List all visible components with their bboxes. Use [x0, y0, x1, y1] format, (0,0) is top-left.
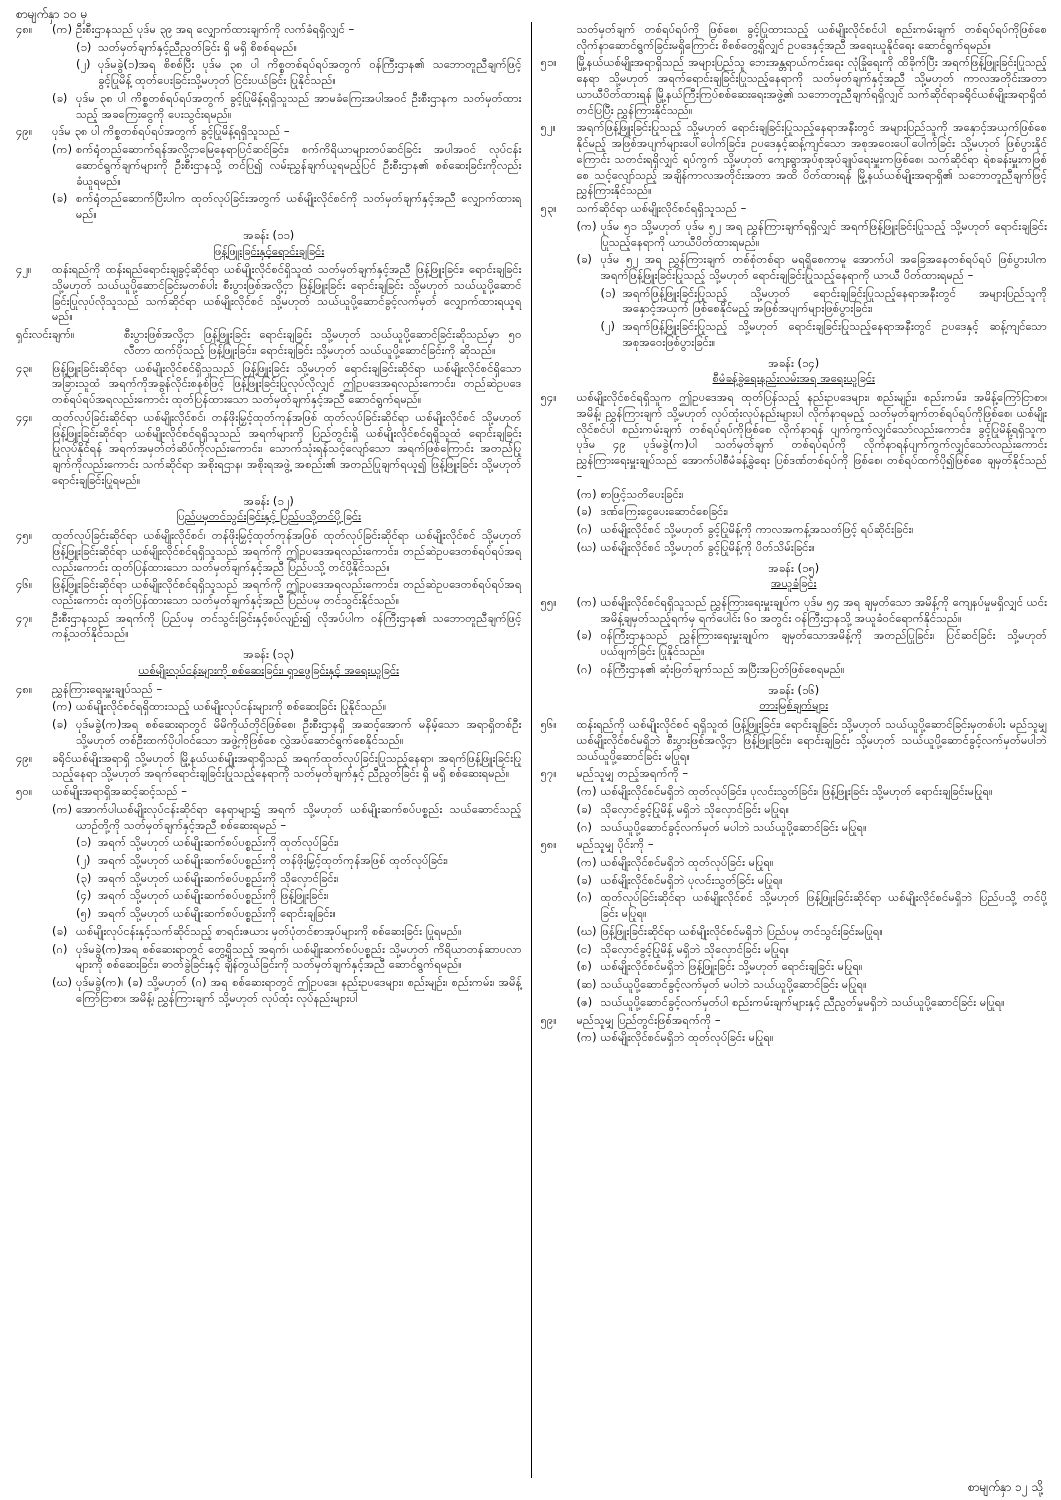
- clause-item: [16, 975, 522, 1006]
- section-text: မည်သူမျှ ပြည်တွင်းဖြစ်အရက်ကို –: [576, 1012, 721, 1027]
- clause-text: ဝန်ကြီးဌာနသည် ညွှန်ကြားရေးမှူးချုပ်က ချမှတ်သောအမိန့်ကို အတည်ပြုခြင်း၊ ပြင်ဆင်ခြင်း သို့မဟုတ် ပယ်ဖျက်ခြင်း ပြုနိုင်သည်။: [600, 628, 1047, 659]
- left-column: [16, 22, 532, 1478]
- clause-item: [541, 219, 1048, 250]
- section-paragraph: [541, 717, 1048, 764]
- sub-clause-label: (၁): [76, 835, 92, 850]
- section-paragraph: [16, 528, 522, 575]
- section-text: မြို့နယ်ယစ်မျိုးအရာရှိသည် အများပြည်သူ ဘေးအန္တရာယ်ကင်းရေး လုံခြုံရေးကို ထိခိုက်ပြီး အရက်ဖြန့်ဖြူးခြင်းပြုသည့်နေရာ သို့မဟုတ် အရက်ရောင်းချခြင်းပြုသည့်နေရာကို သတ်မှတ်ချက်နှင့်အညီ သို့မဟုတ် ကာလအတိုင်းအတာ ယာယီပိတ်ထားရန် မြို့နယ်ကြီးကြပ်စစ်ဆေးရေးအဖွဲ့၏ သဘောတူညီချက်ရရှိလျှင် သက်ဆိုင်ရာခရိုင်ယစ်မျိုးအရာရှိထံ တင်ပြပြီး ညွှန်ကြားနိုင်သည်။: [576, 55, 1047, 117]
- clause-label: (င): [576, 941, 592, 956]
- section-number: ၄၈။: [16, 681, 33, 696]
- section-number: ၅၃။: [540, 201, 557, 216]
- clause-item: [541, 855, 1048, 871]
- section-paragraph: [541, 595, 1048, 626]
- sub-clause-item: [16, 57, 522, 88]
- section-paragraph: [16, 784, 522, 800]
- chapter-number: အခန်း (၁၃): [243, 647, 295, 662]
- sub-clause-text: ပုဒ်မခွဲ(၁)အရ စိစစ်ပြီး ပုဒ်မ ၃၈ ပါ ကိစ္စတစ်ရပ်ရပ်အတွက် ဝန်ကြီးဌာန၏ သဘောတူညီချက်ဖြင့် ခွင့်ပြုမိန့် ထုတ်ပေးခြင်းသို့မဟုတ် ငြင်းပယ်ခြင်း ပြုနိုင်သည်။: [98, 57, 522, 88]
- clause-label: (က): [52, 142, 73, 157]
- sub-clause-text: သတ်မှတ်ချက်နှင့်ညီညွတ်ခြင်း ရှိ မရှိ စိစစ်ရမည်။: [98, 39, 298, 54]
- continued-text: [541, 22, 1048, 53]
- clause-label: (ခ): [576, 252, 592, 267]
- clause-text: အောက်ပါယစ်မျိုးလုပ်ငန်းဆိုင်ရာ နေရာများ၌ အရက် သို့မဟုတ် ယစ်မျိုးဆက်စပ်ပစ္စည်း သယ်ဆောင်သည့် ယာဉ်တို့ကို သတ်မှတ်ချက်နှင့်အညီ စစ်ဆေးရမည် –: [76, 801, 522, 832]
- sub-clause-text: အရက်ဖြန့်ဖြူးခြင်းပြုသည့် သို့မဟုတ် ရောင်းချခြင်းပြုသည့်နေရာအနီးတွင် ဥပဒေနှင့် ဆန့်ကျင်သော အစုအဝေးဖြစ်ပွားခြင်း။: [622, 319, 1047, 349]
- clause-text: ယစ်မျိုးလိုင်စင် သို့မဟုတ် ခွင့်ပြုမိန့်ကို ပိတ်သိမ်းခြင်း။: [600, 539, 815, 554]
- clause-text: ဒဏ်ကြေးငွေပေးဆောင်စေခြင်း၊: [600, 504, 729, 519]
- clause-item: [541, 662, 1048, 678]
- clause-item: [541, 820, 1048, 836]
- clause-item: [541, 628, 1048, 659]
- clause-text: ယစ်မျိုးလုပ်ငန်းနှင့်သက်ဆိုင်သည့် စာရင်းဇယား မှတ်ပုံတင်စာအုပ်များကို စစ်ဆေးခြင်း ပြုရမည်။: [76, 923, 462, 938]
- chapter-heading: [541, 561, 1048, 592]
- chapter-heading: [16, 647, 522, 678]
- section-text: သက်ဆိုင်ရာ ယစ်မျိုးလိုင်စင်ရရှိသူသည် –: [576, 201, 747, 216]
- clause-label: (ခ): [52, 923, 68, 938]
- chapter-number: အခန်း (၁၂): [243, 493, 294, 508]
- section-number: ၅၁။: [540, 55, 557, 70]
- clause-item: [541, 784, 1048, 800]
- sub-clause-item: [541, 286, 1048, 317]
- section-number: ၄၄။: [16, 409, 33, 424]
- section-number: ၄၃။: [16, 360, 33, 375]
- clause-item: [16, 717, 522, 748]
- section-text: ဦးစီးဌာနသည် ပုဒ်မ ၃၉ အရ လျှောက်ထားချက်ကို လက်ခံရရှိလျှင် –: [76, 22, 355, 36]
- explanation-paragraph: [16, 327, 522, 358]
- clause-text: ပုဒ်မခွဲ(က)အရ စစ်ဆေးရာတွင် မိမိကိုယ်တိုင်ဖြစ်စေ၊ ဦးစီးဌာနရှိ အဆင့်အောက် မနိမ့်သော အရာရှိတစ်ဦး သို့မဟုတ် တစ်ဦးထက်ပိုပါဝင်သော အဖွဲ့ကိုဖြစ်စေ လွှဲအပ်ဆောင်ရွက်စေနိုင်သည်။: [76, 717, 522, 747]
- clause-label: (ဂ): [576, 890, 592, 905]
- sub-clause-label: (၁): [76, 39, 92, 54]
- section-paragraph: [541, 201, 1048, 217]
- clause-label: (ခ): [576, 628, 592, 643]
- section-number: ၅၄။: [540, 390, 557, 405]
- section-paragraph: [16, 262, 522, 325]
- clause-item: [16, 699, 522, 715]
- clause-text: သယ်ယူပို့ဆောင်ခွင့်လက်မှတ် မပါဘဲ သယ်ယူပို့ဆောင်ခြင်း မပြုရ။: [600, 819, 867, 834]
- clause-item: [16, 142, 522, 189]
- sub-clause-item: [16, 835, 522, 851]
- clause-text: ပုဒ်မခွဲ(က)အရ စစ်ဆေးရာတွင် တွေ့ရှိသည့် အရက်၊ ယစ်မျိုးဆက်စပ်ပစ္စည်း သို့မဟုတ် ကိရိယာတန်ဆာပလာများကို စစ်ဆေးခြင်း၊ ဓာတ်ခွဲခြင်းနှင့် ချိန်တွယ်ခြင်းကို သတ်မှတ်ချက်နှင့်အညီ ဆောင်ရွက်ရမည်။: [76, 941, 522, 972]
- clause-label: (က): [52, 801, 73, 816]
- clause-label: (က): [576, 1030, 597, 1045]
- clause-item: [541, 252, 1048, 283]
- clause-label: (ခ): [576, 801, 592, 816]
- section-text: ခရိုင်ယစ်မျိုးအရာရှိ သို့မဟုတ် မြို့နယ်ယစ်မျိုးအရာရှိသည် အရက်ထုတ်လုပ်ခြင်းပြုသည့်နေရာ၊ အရက်ဖြန့်ဖြူးခြင်းပြုသည့်နေရာ သို့မဟုတ် အရက်ရောင်းချခြင်းပြုသည့်နေရာကို သတ်မှတ်ချက်နှင့် ညီညွတ်ခြင်း ရှိ မရှိ စစ်ဆေးရမည်။: [52, 750, 522, 781]
- clause-label: (ခ): [52, 191, 68, 206]
- clause-label: (က): [52, 699, 73, 714]
- chapter-title: စီမံခန့်ခွဲရေးနည်းလမ်းအရ အရေးယူခြင်း: [712, 371, 875, 386]
- sub-clause-label: (၂): [76, 852, 91, 867]
- sub-clause-text: အရက် သို့မဟုတ် ယစ်မျိုးဆက်စပ်ပစ္စည်းကို သိုလှောင်ခြင်း၊: [98, 870, 339, 885]
- clause-label: (ခ): [52, 90, 68, 105]
- section-paragraph: [541, 766, 1048, 782]
- section-number: ၅၆။: [540, 717, 557, 732]
- clause-text: သယ်ယူပို့ဆောင်ခွင့်လက်မှတ် မပါဘဲ သယ်ယူပို့ဆောင်ခြင်း မပြုရ။: [600, 977, 867, 992]
- clause-label: (ဂ): [52, 941, 68, 956]
- clause-label: (ဃ): [576, 539, 597, 554]
- section-text: ညွှန်ကြားရေးမှူးချုပ်သည် –: [52, 681, 163, 696]
- section-text: ဦးစီးဌာနသည် အရက်ကို ပြည်ပမှ တင်သွင်းခြင်းနှင့်စပ်လျဉ်း၍ လိုအပ်ပါက ဝန်ကြီးဌာန၏ သဘောတူညီချက်ဖြင့် ကန့်သတ်နိုင်သည်။: [52, 610, 522, 641]
- section-number: ၄၇။: [16, 610, 33, 625]
- sub-clause-item: [16, 888, 522, 904]
- section-text: ယစ်မျိုးလိုင်စင်ရရှိသူက ဤဥပဒေအရ ထုတ်ပြန်သည့် နည်းဥပဒေများ၊ စည်းမျဉ်း၊ စည်းကမ်း၊ အမိန့်ကြော်ငြာစာ၊ အမိန့်၊ ညွှန်ကြားချက် သို့မဟုတ် လုပ်ထုံးလုပ်နည်းများပါ လိုက်နာရမည့် သတ်မှတ်ချက်တစ်ရပ်ရပ်ကိုဖြစ်စေ၊ ယစ်မျိုးလိုင်စင်ပါ စည်းကမ်းချက် တစ်ရပ်ရပ်ကိုဖြစ်စေ လိုက်နာရန် ပျက်ကွက်လျှင်သော်လည်းကောင်း၊ ခွင့်ပြုမိန့်ရရှိသူက ပုဒ်မ ၄၉ ပုဒ်မခွဲ(က)ပါ သတ်မှတ်ချက် တစ်ရပ်ရပ်ကို လိုက်နာရန်ပျက်ကွက်လျှင်သော်လည်းကောင်း ညွှန်ကြားရေးမှူးချုပ်သည် အောက်ပါစီမံခန့်ခွဲရေး ပြစ်ဒဏ်တစ်ရပ်ကို ဖြစ်စေ၊ တစ်ရပ်ထက်ပို၍ဖြစ်စေ ချမှတ်နိုင်သည် –: [576, 390, 1047, 483]
- clause-label: (ဇ): [576, 994, 593, 1009]
- clause-label: (ဂ): [576, 661, 592, 676]
- clause-text: ယစ်မျိုးလိုင်စင်မရှိဘဲ ဖြန့်ဖြူးခြင်း သို့မဟုတ် ရောင်းချခြင်း မပြုရ။: [600, 959, 863, 974]
- section-paragraph: [16, 124, 522, 140]
- section-text: ထုတ်လုပ်ခြင်းဆိုင်ရာ ယစ်မျိုးလိုင်စင်၊ တန်ဖိုးမြှင့်ထုတ်ကုန်အဖြစ် ထုတ်လုပ်ခြင်းဆိုင်ရာ ယစ်မျိုးလိုင်စင် သို့မဟုတ် ဖြန့်ဖြူးခြင်းဆိုင်ရာ ယစ်မျိုးလိုင်စင်ရရှိသူသည် အရက်များကို ပြည်တွင်းရှိ ယစ်မျိုးလိုင်စင်ရရှိသူထံ ရောင်းချခြင်းပြုလုပ်နိုင်ရန် အရက်အမှတ်တံဆိပ်ကိုလည်းကောင်း၊ သောက်သုံးရန်သင့်လျော်သော အရက်ဖြစ်ကြောင်း အတည်ပြုချက်ကိုလည်းကောင်း သက်ဆိုင်ရာ အစိုးရဌာန၊ အစိုးရအဖွဲ့ အစည်း၏ အတည်ပြုချက်ရယူ၍ ဖြန့်ဖြူးခြင်း သို့မဟုတ် ရောင်းချခြင်းပြုရမည်။: [52, 409, 522, 487]
- clause-item: [541, 487, 1048, 503]
- clause-text: ယစ်မျိုးလိုင်စင်ရရှိထားသည့် ယစ်မျိုးလုပ်ငန်းများကို စစ်ဆေးခြင်း ပြုနိုင်သည်။: [76, 699, 387, 714]
- section-text: ဖြန့်ဖြူးခြင်းဆိုင်ရာ ယစ်မျိုးလိုင်စင်ရရှိသူသည် အရက်ကို ဤဥပဒေအရလည်းကောင်း၊ တည်ဆဲဥပဒေတစ်ရပ်ရပ်အရလည်းကောင်း ထုတ်ပြန်ထားသော သတ်မှတ်ချက်နှင့်အညီ ပြည်ပမှ တင်သွင်းနိုင်သည်။: [52, 577, 522, 607]
- clause-label: (ဂ): [576, 819, 592, 834]
- sub-clause-label: (၁): [600, 285, 616, 300]
- clause-item: [16, 802, 522, 833]
- clause-item: [541, 873, 1048, 889]
- chapter-heading: [16, 494, 522, 525]
- clause-text: စက်ရုံတည်ဆောက်ပြီးပါက ထုတ်လုပ်ခြင်းအတွက် ယစ်မျိုးလိုင်စင်ကို သတ်မှတ်ချက်နှင့်အညီ လျှောက်ထားရမည်။: [76, 191, 522, 222]
- section-number: ၅၅။: [540, 594, 557, 609]
- sub-clause-label: (၂): [76, 57, 91, 72]
- section-number: ၅၂။: [540, 120, 556, 135]
- clause-text: ယစ်မျိုးလိုင်စင် သို့မဟုတ် ခွင့်ပြုမိန့်ကို ကာလအကန့်အသတ်ဖြင့် ရပ်ဆိုင်းခြင်း၊: [600, 522, 914, 537]
- section-text: ထန်းရည်ကို ယစ်မျိုးလိုင်စင် ရရှိသူထံ ဖြန့်ဖြူးခြင်း၊ ရောင်းချခြင်း သို့မဟုတ် သယ်ယူပို့ဆောင်ခြင်းမှတစ်ပါး မည်သူမျှ ယစ်မျိုးလိုင်စင်မရှိဘဲ စီးပွားဖြစ်အလို့ငှာ ဖြန့်ဖြူးခြင်း၊ ရောင်းချခြင်း သို့မဟုတ် သယ်ယူပို့ဆောင်ခွင့်လက်မှတ်မပါဘဲ သယ်ယူပို့ဆောင်ခြင်း မပြုရ။: [576, 717, 1047, 763]
- clause-text: ဝန်ကြီးဌာန၏ ဆုံးဖြတ်ချက်သည် အပြီးအပြတ်ဖြစ်စေရမည်။: [600, 661, 845, 676]
- page-header: စာမျက်နှာ ၁၀ မှ: [16, 7, 88, 21]
- section-text: မည်သူမျှ တည့်အရက်ကို –: [576, 766, 689, 781]
- sub-clause-text: အရက် သို့မဟုတ် ယစ်မျိုးဆက်စပ်ပစ္စည်းကို ထုတ်လုပ်ခြင်း၊: [98, 835, 339, 850]
- section-paragraph: [541, 55, 1048, 118]
- section-text: အရက်ဖြန့်ဖြူးခြင်းပြုသည့် သို့မဟုတ် ရောင်းချခြင်းပြုသည့်နေရာအနီးတွင် အများပြည်သူကို အနှောင့်အယှက်ဖြစ်စေနိုင်မည့် အဖြစ်အပျက်များပေါ်ပေါက်ခြင်း၊ ဥပဒေနှင့်ဆန့်ကျင်သော အစုအဝေးပေါ်ပေါက်ခြင်း သို့မဟုတ် ဖြစ်ပွားနိုင်ကြောင်း သတင်းရရှိလျှင် ရပ်ကွက် သို့မဟုတ် ကျေးရွာအုပ်စုအုပ်ချုပ်ရေးမှူးကဖြစ်စေ၊ သက်ဆိုင်ရာ ရဲစခန်းမှူးကဖြစ်စေ သင့်လျော်သည့် အချိန်ကာလအတိုင်းအတာ အထိ ပိတ်ထားရန် မြို့နယ်ယစ်မျိုးအရာရှိ၏ သဘောတူညီချက်ဖြင့် ညွှန်ကြားနိုင်သည်။: [576, 120, 1047, 198]
- continued-text-body: သတ်မှတ်ချက် တစ်ရပ်ရပ်ကို ဖြစ်စေ၊ ခွင့်ပြုထားသည့် ယစ်မျိုးလိုင်စင်ပါ စည်းကမ်းချက် တစ်ရပ်ရပ်ကိုဖြစ်စေ လိုက်နာဆောင်ရွက်ခြင်းမရှိကြောင်း စိစစ်တွေ့ရှိလျှင် ဥပဒေနှင့်အညီ အရေးယူနိုင်ရေး ဆောင်ရွက်ရမည်။: [576, 22, 1047, 52]
- section-paragraph: [541, 837, 1048, 853]
- sub-clause-text: အရက် သို့မဟုတ် ယစ်မျိုးဆက်စပ်ပစ္စည်းကို ရောင်းချခြင်း။: [98, 906, 336, 921]
- clause-label: (ဃ): [52, 975, 73, 990]
- clause-text: စာဖြင့်သတိပေးခြင်း၊: [600, 486, 684, 501]
- section-paragraph: [541, 1013, 1048, 1029]
- section-number: ၄၉။: [16, 750, 33, 765]
- section-number: ၄၆။: [16, 577, 33, 592]
- clause-label: (ဃ): [576, 923, 597, 938]
- sub-clause-text: အရက် သို့မဟုတ် ယစ်မျိုးဆက်စပ်ပစ္စည်းကို တန်ဖိုးမြှင့်ထုတ်ကုန်အဖြစ် ထုတ်လုပ်ခြင်း၊: [98, 852, 448, 867]
- section-text: ထုတ်လုပ်ခြင်းဆိုင်ရာ ယစ်မျိုးလိုင်စင်၊ တန်ဖိုးမြှင့်ထုတ်ကုန်အဖြစ် ထုတ်လုပ်ခြင်းဆိုင်ရာ ယစ်မျိုးလိုင်စင် သို့မဟုတ် ဖြန့်ဖြူးခြင်းဆိုင်ရာ ယစ်မျိုးလိုင်စင်ရရှိသူသည် အရက်ကို ဤဥပဒေအရလည်းကောင်း၊ တည်ဆဲဥပဒေတစ်ရပ်ရပ်အရလည်းကောင်း ထုတ်ပြန်ထားသော သတ်မှတ်ချက်နှင့်အညီ ပြည်ပသို့ တင်ပို့နိုင်သည်။: [52, 528, 522, 574]
- clause-label: (က): [576, 486, 597, 501]
- clause-text: ပုဒ်မ ၃၈ ပါ ကိစ္စတစ်ရပ်ရပ်အတွက် ခွင့်ပြုမိန့်ရရှိသူသည် အာမခံကြေးအပါအဝင် ဦးစီးဌာနက သတ်မှတ်ထားသည့် အခကြေးငွေကို ပေးသွင်းရမည်။: [76, 90, 522, 121]
- clause-text: သိုလှောင်ခွင့်ပြုမိန့် မရှိဘဲ သိုလှောင်ခြင်း မပြုရ။: [600, 801, 790, 816]
- sub-clause-item: [16, 40, 522, 56]
- clause-item: [16, 191, 522, 222]
- clause-item: [16, 924, 522, 940]
- section-number: ၅၉။: [540, 1012, 557, 1027]
- sub-clause-item: [541, 319, 1048, 350]
- clause-item: [541, 977, 1048, 993]
- chapter-title: အယူခံခြင်း: [771, 576, 817, 591]
- chapter-heading: [541, 683, 1048, 714]
- section-number: ၄၉။: [16, 124, 33, 139]
- clause-text: ယစ်မျိုးလိုင်စင်မရှိဘဲ ထုတ်လုပ်ခြင်း မပြုရ။: [600, 854, 774, 869]
- clause-label: (ခ): [576, 872, 592, 887]
- sub-clause-text: အရက်ဖြန့်ဖြူးခြင်းပြုသည့် သို့မဟုတ် ရောင်းချခြင်းပြုသည့်နေရာအနီးတွင် အများပြည်သူကို အနှောင့်အယှက် ဖြစ်စေနိုင်မည့် အဖြစ်အပျက်များဖြစ်ပွားခြင်း၊: [622, 285, 1047, 316]
- chapter-number: အခန်း (၁၅): [768, 560, 820, 575]
- two-column-body: [16, 22, 1047, 1478]
- section-number: ၄၅။: [16, 528, 33, 543]
- clause-text: ယစ်မျိုးလိုင်စင်မရှိဘဲ ထုတ်လုပ်ခြင်း၊ ပုလင်းသွတ်ခြင်း၊ ဖြန့်ဖြူးခြင်း သို့မဟုတ် ရောင်းချခြင်းမပြုရ။: [600, 784, 993, 799]
- sub-clause-item: [16, 871, 522, 887]
- clause-item: [541, 924, 1048, 940]
- section-text: ယစ်မျိုးအရာရှိအဆင့်ဆင့်သည် –: [52, 784, 187, 799]
- clause-label: (က): [576, 594, 597, 609]
- sub-clause-label: (၅): [76, 906, 92, 921]
- chapter-title: ပြည်ပမှတင်သွင်းခြင်းနှင့် ပြည်ပသို့တင်ပို့ခြင်း: [176, 509, 362, 524]
- clause-item: [541, 522, 1048, 538]
- section-text: ဖြန့်ဖြူးခြင်းဆိုင်ရာ ယစ်မျိုးလိုင်စင်ရှိသူသည် ဖြန့်ဖြူးခြင်း သို့မဟုတ် ရောင်းချခြင်းဆိုင်ရာ ယစ်မျိုးလိုင်စင်ရှိသော အခြားသူထံ အရက်ကိုအခွန်လိုင်းစနစ်ဖြင့် ဖြန့်ဖြူးခြင်းပြုလုပ်လိုလျှင် ဤဥပဒေအရလည်းကောင်း၊ တည်ဆဲဥပဒေတစ်ရပ်ရပ်အရလည်းကောင်း ထုတ်ပြန်ထားသော သတ်မှတ်ချက်နှင့်အညီ ဆောင်ရွက်ရမည်။: [52, 360, 522, 407]
- clause-text: သိုလှောင်ခွင့်ပြုမိန့် မရှိဘဲ သိုလှောင်ခြင်း မပြုရ။: [600, 941, 790, 956]
- chapter-title: တားမြစ်ချက်များ: [759, 698, 829, 713]
- clause-item: [541, 1030, 1048, 1046]
- chapter-number: အခန်း (၁၆): [768, 682, 820, 697]
- clause-text: ပုဒ်မခွဲ(က)၊ (ခ) သို့မဟုတ် (ဂ) အရ စစ်ဆေးရာတွင် ဤဥပဒေ၊ နည်းဥပဒေများ၊ စည်းမျဉ်း၊ စည်းကမ်း၊ အမိန့်ကြော်ငြာစာ၊ အမိန့်၊ ညွှန်ကြားချက် သို့မဟုတ် လုပ်ထုံး လုပ်နည်းများပါ: [76, 975, 522, 1005]
- clause-text: ပုဒ်မ ၅၂ အရ ညွှန်ကြားချက် တစ်စုံတစ်ရာ မရရှိစေကာမူ အောက်ပါ အခြေအနေတစ်ရပ်ရပ် ဖြစ်ပွားပါက အရက်ဖြန့်ဖြူးခြင်းပြုသည့် သို့မဟုတ် ရောင်းချခြင်းပြုသည့်နေရာကို ယာယီ ပိတ်ထားရမည် –: [600, 252, 1047, 283]
- section-paragraph: [16, 577, 522, 608]
- clause-text: စက်ရုံတည်ဆောက်ရန်အလို့ငှာမြေနေရာပြင်ဆင်ခြင်း၊ စက်ကိရိယာများတပ်ဆင်ခြင်း အပါအဝင် လုပ်ငန်းဆောင်ရွက်ချက်များကို ဦးစီးဌာနသို့ တင်ပြ၍ လမ်းညွှန်ချက်ယူရမည့်ပြင် ဦးစီးဌာန၏ စစ်ဆေးခြင်းကိုလည်း ခံယူရမည်။: [76, 142, 522, 188]
- chapter-title: ယစ်မျိုးလုပ်ငန်းများကို စစ်ဆေးခြင်း၊ ရှာဖွေခြင်းနှင့် အရေးယူခြင်း: [138, 662, 400, 677]
- sub-clause-text: အရက် သို့မဟုတ် ယစ်မျိုးဆက်စပ်ပစ္စည်းကို ဖြန့်ဖြူးခြင်း၊: [98, 888, 329, 903]
- clause-label: (ခ): [52, 717, 68, 732]
- sub-clause-item: [16, 906, 522, 922]
- section-text: ထန်းရည်ကို ထန်းရည်ရောင်းချခွင့်ဆိုင်ရာ ယစ်မျိုးလိုင်စင်ရှိသူထံ သတ်မှတ်ချက်နှင့်အညီ ဖြန့်ဖြူးခြင်း၊ ရောင်းချခြင်း သို့မဟုတ် သယ်ယူပို့ဆောင်ခြင်းမှတစ်ပါး စီးပွားဖြစ်အလို့ငှာ ဖြန့်ဖြူးခြင်း ရောင်းချခြင်း သို့မဟုတ် သယ်ယူပို့ဆောင်ခြင်းပြုလုပ်လိုသူသည် သက်ဆိုင်ရာ ယစ်မျိုးလိုင်စင် သို့မဟုတ် သယ်ယူပို့ဆောင်ခွင့်လက်မှတ် လျှောက်ထားရယူရမည်။: [52, 262, 522, 324]
- clause-text: ယစ်မျိုးလိုင်စင်မရှိဘဲ ပုလင်းသွတ်ခြင်း မပြုရ။: [600, 872, 783, 887]
- section-number: ၅၈။: [540, 837, 557, 852]
- clause-label: (စ): [576, 959, 592, 974]
- section-paragraph: [16, 751, 522, 782]
- section-paragraph: [541, 390, 1048, 484]
- section-text: ပုဒ်မ ၃၈ ပါ ကိစ္စတစ်ရပ်ရပ်အတွက် ခွင့်ပြုမိန့်ရရှိသူသည် –: [52, 124, 290, 139]
- clause-item: [541, 959, 1048, 975]
- sub-clause-item: [16, 853, 522, 869]
- clause-item: [541, 802, 1048, 818]
- section-number: ၅၀။: [16, 784, 33, 799]
- clause-text: ဖြန့်ဖြူးခြင်းဆိုင်ရာ ယစ်မျိုးလိုင်စင်မရှိဘဲ ပြည်ပမှ တင်သွင်းခြင်းမပြုရ။: [600, 923, 883, 938]
- section-paragraph: [16, 22, 522, 38]
- clause-label: (ဂ): [576, 522, 592, 537]
- chapter-number: အခန်း (၁၁): [243, 227, 295, 242]
- chapter-title: ဖြန့်ဖြူးခြင်းနှင့်ရောင်းချခြင်း: [213, 243, 325, 258]
- section-paragraph: [16, 611, 522, 642]
- clause-text: ယစ်မျိုးလိုင်စင်မရှိဘဲ ထုတ်လုပ်ခြင်း မပြုရ။: [600, 1030, 774, 1045]
- clause-label: (က): [576, 218, 597, 233]
- clause-item: [541, 890, 1048, 921]
- clause-label: (က): [576, 784, 597, 799]
- section-number: ၄၂။: [16, 262, 32, 277]
- clause-text: သယ်ယူပို့ဆောင်ခွင့်လက်မှတ်ပါ စည်းကမ်းချက်များနှင့် ညီညွတ်မှုမရှိဘဲ သယ်ယူပို့ဆောင်ခြင်း မပြုရ။: [600, 994, 1005, 1009]
- clause-label: (က): [52, 22, 73, 36]
- sub-clause-label: (၂): [600, 319, 615, 334]
- sub-clause-label: (၄): [76, 888, 92, 903]
- sub-clause-label: (၃): [76, 870, 92, 885]
- page-footer: စာမျက်နှာ ၁၂ သို့: [967, 1480, 1043, 1495]
- section-text: ယစ်မျိုးလိုင်စင်ရရှိသူသည် ညွှန်ကြားရေးမှူးချုပ်က ပုဒ်မ ၅၄ အရ ချမှတ်သော အမိန့်ကို ကျေနပ်မှုမရှိလျှင် ယင်းအမိန့်ချမှတ်သည့်ရက်မှ ရက်ပေါင်း ၆၀ အတွင်း ဝန်ကြီးဌာနသို့ အယူခံဝင်ရောက်နိုင်သည်။: [600, 594, 1047, 625]
- section-text: မည်သူမျှ ပိုင်းကို –: [576, 837, 654, 852]
- clause-label: (ဆ): [576, 977, 597, 992]
- clause-text: ပုဒ်မ ၅၁ သို့မဟုတ် ပုဒ်မ ၅၂ အရ ညွှန်ကြားချက်ရရှိလျှင် အရက်ဖြန့်ဖြူးခြင်းပြုသည့် သို့မဟုတ် ရောင်းချခြင်းပြုသည့်နေရာကို ယာယီပိတ်ထားရမည်။: [600, 218, 1047, 249]
- section-paragraph: [16, 361, 522, 408]
- section-paragraph: [541, 120, 1048, 199]
- section-paragraph: [16, 682, 522, 698]
- section-number: ၄၈။: [16, 22, 33, 36]
- explanation-term: ရှင်းလင်းချက်။: [16, 327, 75, 342]
- section-paragraph: [16, 410, 522, 489]
- clause-item: [16, 91, 522, 122]
- explanation-text: စီးပွားဖြစ်အလို့ငှာ ဖြန့်ဖြူးခြင်း ရောင်းချခြင်း သို့မဟုတ် သယ်ယူပို့ဆောင်ခြင်းဆိုသည်မှာ ၅၀ လီတာ ထက်ပိုသည့် ဖြန့်ဖြူးခြင်း၊ ရောင်းချခြင်း သို့မဟုတ် သယ်ယူပို့ဆောင်ခြင်းကို ဆိုသည်။: [124, 327, 522, 357]
- clause-item: [541, 995, 1048, 1011]
- section-number: ၅၇။: [540, 766, 557, 781]
- chapter-number: အခန်း (၁၄): [768, 355, 820, 370]
- chapter-heading: [16, 228, 522, 259]
- clause-item: [541, 504, 1048, 520]
- clause-label: (ခ): [576, 504, 592, 519]
- clause-label: (က): [576, 854, 597, 869]
- clause-item: [541, 942, 1048, 958]
- clause-item: [16, 942, 522, 973]
- chapter-heading: [541, 356, 1048, 387]
- right-column: [532, 22, 1048, 1478]
- clause-item: [541, 540, 1048, 556]
- clause-text: ထုတ်လုပ်ခြင်းဆိုင်ရာ ယစ်မျိုးလိုင်စင် သို့မဟုတ် ဖြန့်ဖြူးခြင်းဆိုင်ရာ ယစ်မျိုးလိုင်စင်မရှိဘဲ ပြည်ပသို့ တင်ပို့ခြင်း မပြုရ။: [600, 890, 1047, 921]
